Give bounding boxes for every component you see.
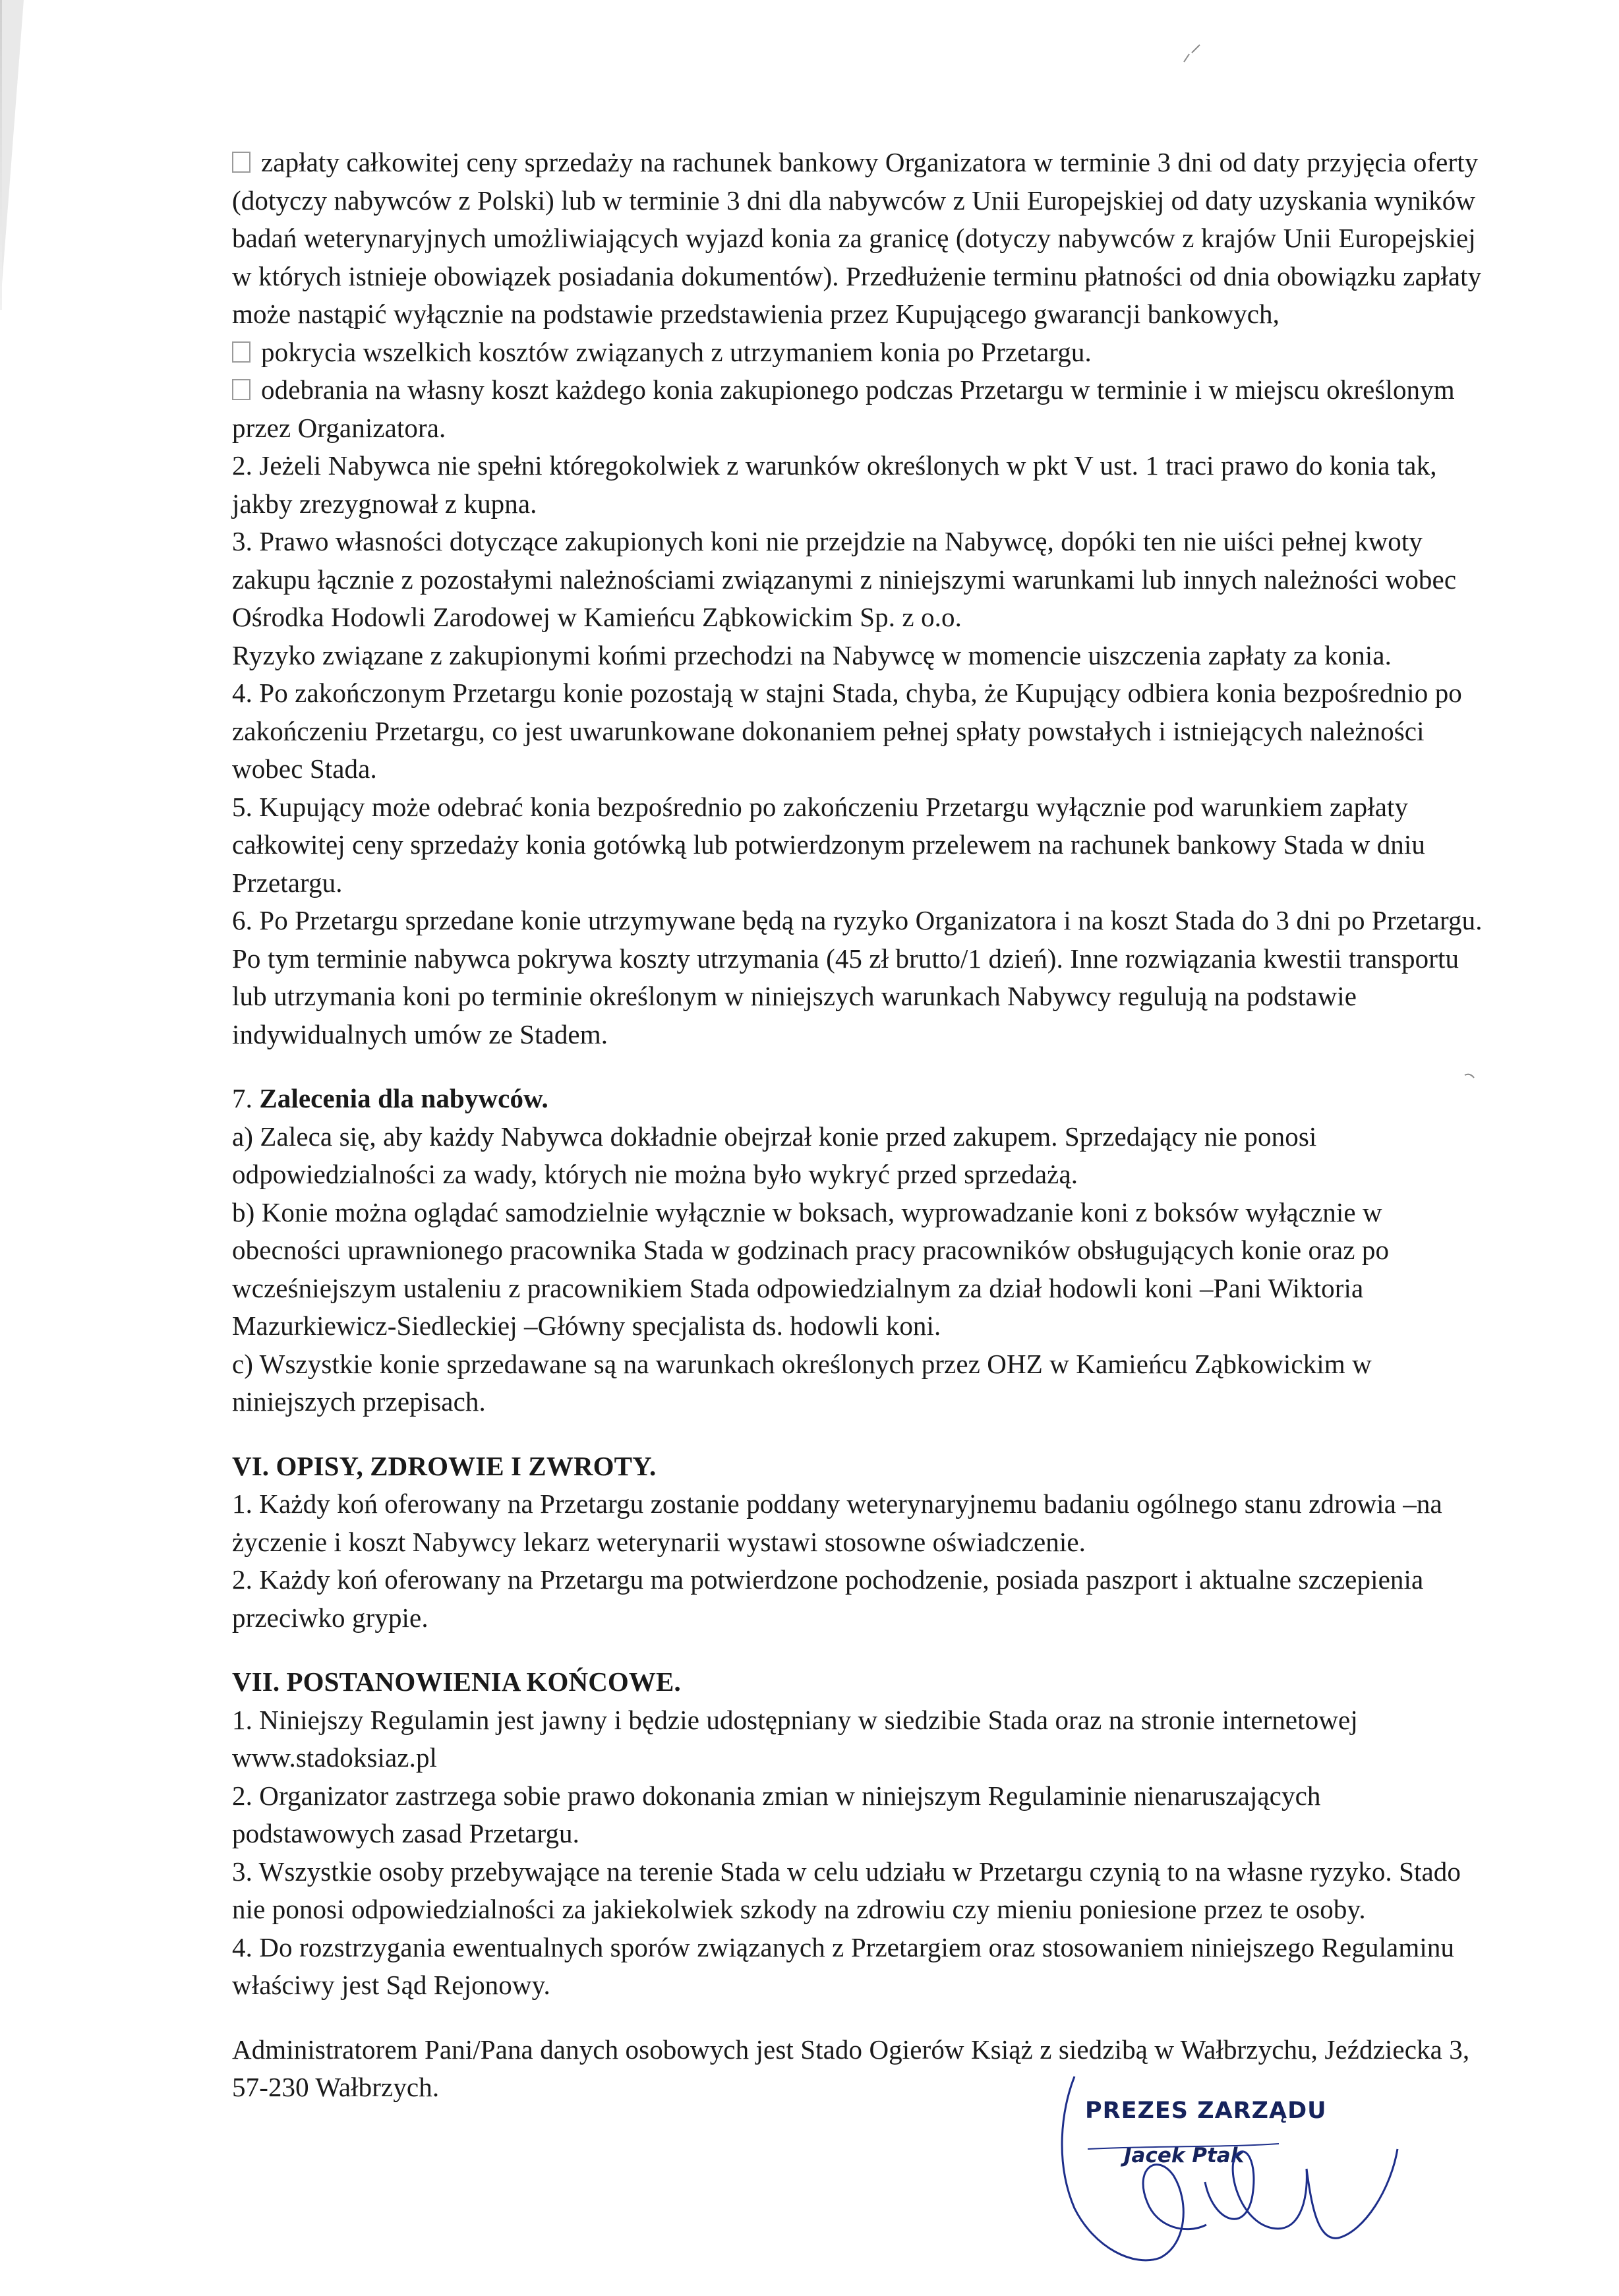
checklist-item-text: zapłaty całkowitej ceny sprzedaży na rachunek bankowy Organizatora w terminie 3 dni od daty przyjęcia oferty (dotyczy nabywców z Polski) lub w terminie 3 dni dla nabywców z Unii Europejskiej od daty uzyskania wyników badań weterynaryjnych umożliwiających wyjazd konia za granicę (dotyczy nabywców z krajów Unii Europejskiej w których istnieje obowiązek posiadania dokumentów). Przedłużenie terminu płatności od dnia obowiązku zapłaty może nastąpić wyłącznie na podstawie przedstawienia przez Kupującego gwarancji bankowych,: [232, 147, 1482, 329]
scan-speck: [1180, 40, 1206, 66]
document-body: [232, 144, 1485, 2107]
checklist-item: [232, 371, 1485, 447]
section-v-item: 6. Po Przetargu sprzedane konie utrzymywane będą na ryzyko Organizatora i na koszt Stada do 3 dni po Przetargu. Po tym terminie nabywca pokrywa koszty utrzymania (45 zł brutto/1 dzień). Inne rozwiązania kwestii transportu lub utrzymania koni po terminie określonym w niniejszych warunkach Nabywcy regulują na podstawie indywidualnych umów ze Stadem.: [232, 905, 1483, 1049]
data-administrator-note: Administratorem Pani/Pana danych osobowych jest Stado Ogierów Książ z siedzibą w Wałbrzychu, Jeździecka 3, 57-230 Wałbrzych.: [232, 2034, 1470, 2102]
checkbox-icon: [232, 379, 250, 400]
checklist-item-text: odebrania na własny koszt każdego konia zakupionego podczas Przetargu w terminie i w miejscu określonym przez Organizatora.: [232, 374, 1455, 443]
checkbox-icon: [232, 341, 250, 363]
scanned-page-fold: [0, 0, 24, 310]
handwritten-signature-icon: [1048, 2070, 1430, 2281]
recommendation-item: c) Wszystkie konie sprzedawane są na warunkach określonych przez OHZ w Kamieńcu Ząbkowickim w niniejszych przepisach.: [232, 1348, 1372, 1417]
section-vii-item: 2. Organizator zastrzega sobie prawo dokonania zmian w niniejszym Regulaminie nienaruszających podstawowych zasad Przetargu.: [232, 1780, 1321, 1848]
stamp-name: Jacek Ptak: [1124, 2144, 1245, 2167]
checklist-item-text: pokrycia wszelkich kosztów związanych z utrzymaniem konia po Przetargu.: [261, 336, 1092, 367]
stamp-and-signature: [1048, 2070, 1430, 2281]
page-fold-edge: [0, 0, 2, 310]
section-v-item: 2. Jeżeli Nabywca nie spełni któregokolwiek z warunków określonych w pkt V ust. 1 traci prawo do konia tak, jakby zrezygnował z kupna.: [232, 450, 1437, 519]
recommendations-title: Zalecenia dla nabywców.: [259, 1083, 548, 1113]
section-vi-item: 2. Każdy koń oferowany na Przetargu ma potwierdzone pochodzenie, posiada paszport i aktualne szczepienia przeciwko grypie.: [232, 1564, 1424, 1633]
recommendations-number: 7.: [232, 1083, 252, 1113]
recommendation-item: a) Zaleca się, aby każdy Nabywca dokładnie obejrzał konie przed zakupem. Sprzedający nie ponosi odpowiedzialności za wady, których nie można było wykryć przed sprzedażą.: [232, 1121, 1317, 1189]
recommendations-heading: [232, 1080, 1485, 1118]
section-vi-heading: VI. OPISY, ZDROWIE I ZWROTY.: [232, 1450, 657, 1481]
checklist-item: [232, 144, 1485, 334]
spacer: [232, 1053, 1485, 1080]
section-v-item: 5. Kupujący może odebrać konia bezpośrednio po zakończeniu Przetargu wyłącznie pod warunkiem zapłaty całkowitej ceny sprzedaży konia gotówką lub potwierdzonym przelewem na rachunek bankowy Stada w dniu Przetargu.: [232, 791, 1425, 898]
section-vi-item: 1. Każdy koń oferowany na Przetargu zostanie poddany weterynaryjnemu badaniu ogólnego stanu zdrowia –na życzenie i koszt Nabywcy lekarz weterynarii wystawi stosowne oświadczenie.: [232, 1488, 1442, 1557]
section-v-item: Ryzyko związane z zakupionymi końmi przechodzi na Nabywcę w momencie uiszczenia zapłaty za konia.: [232, 639, 1392, 670]
section-vii-item: 1. Niniejszy Regulamin jest jawny i będzie udostępniany w siedzibie Stada oraz na stronie internetowej www.stadoksiaz.pl: [232, 1704, 1358, 1773]
checklist-item: [232, 334, 1485, 372]
section-vii-item: 3. Wszystkie osoby przebywające na terenie Stada w celu udziału w Przetargu czynią to na własne ryzyko. Stado nie ponosi odpowiedzialności za jakiekolwiek szkody na zdrowiu czy mieniu poniesione przez te osoby.: [232, 1856, 1461, 1924]
spacer: [232, 1421, 1485, 1448]
section-vii-heading: VII. POSTANOWIENIA KOŃCOWE.: [232, 1666, 681, 1697]
stamp-title: PREZES ZARZĄDU: [1085, 2098, 1327, 2124]
section-v-item: 4. Po zakończonym Przetargu konie pozostają w stajni Stada, chyba, że Kupujący odbiera konia bezpośrednio po zakończeniu Przetargu, co jest uwarunkowane dokonaniem pełnej spłaty powstałych i istniejących należności wobec Stada.: [232, 678, 1462, 784]
section-v-item: 3. Prawo własności dotyczące zakupionych koni nie przejdzie na Nabywcę, dopóki ten nie uiści pełnej kwoty zakupu łącznie z pozostałymi należnościami związanymi z niniejszymi warunkami lub innych należności wobec Ośrodka Hodowli Zarodowej w Kamieńcu Ząbkowickim Sp. z o.o.: [232, 526, 1457, 632]
recommendation-item: b) Konie można oglądać samodzielnie wyłącznie w boksach, wyprowadzanie koni z boksów wyłącznie w obecności uprawnionego pracownika Stada w godzinach pracy pracowników obsługujących konie oraz po wcześniejszym ustaleniu z pracownikiem Stada odpowiedzialnym za dział hodowli koni –Pani Wiktoria Mazurkiewicz-Siedleckiej –Główny specjalista ds. hodowli koni.: [232, 1196, 1390, 1341]
spacer: [232, 1637, 1485, 1663]
section-vii-item: 4. Do rozstrzygania ewentualnych sporów związanych z Przetargiem oraz stosowaniem niniejszego Regulaminu właściwy jest Sąd Rejonowy.: [232, 1931, 1455, 2000]
checkbox-icon: [232, 152, 250, 173]
